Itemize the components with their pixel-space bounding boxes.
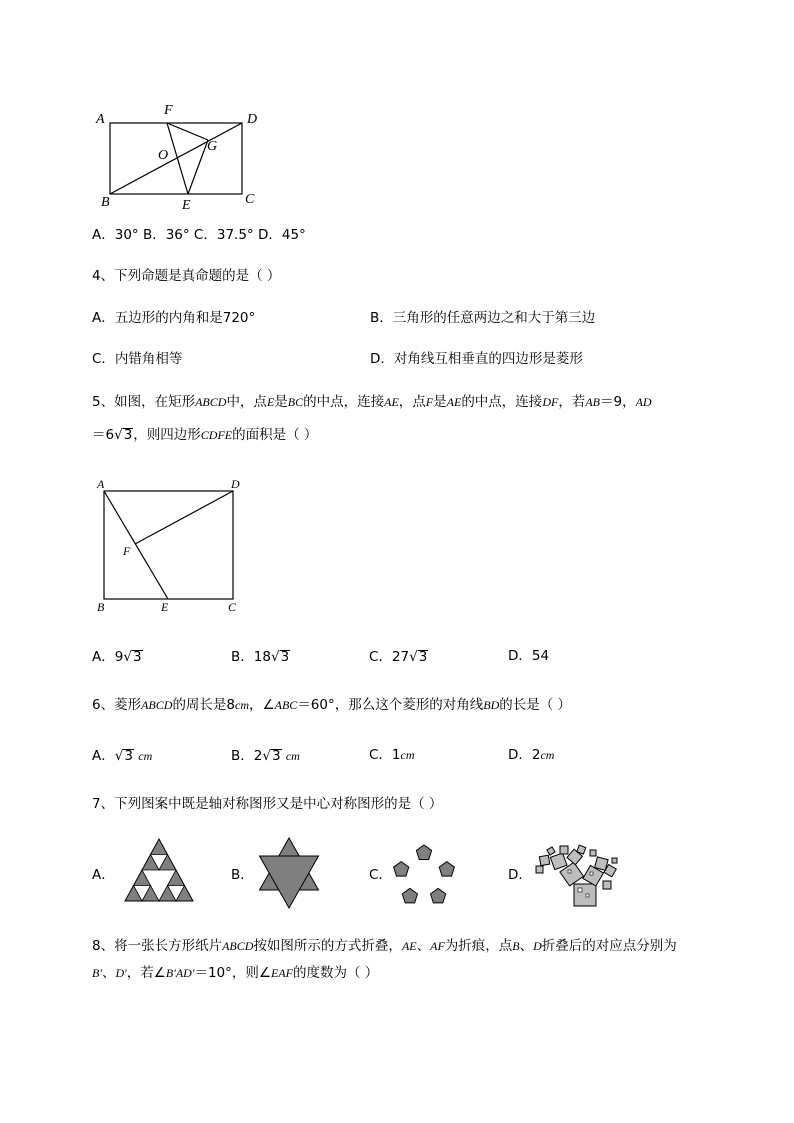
label-b: B [101,195,110,210]
q4-stem: 4、下列命题是真命题的是（ ） [92,268,281,284]
q5-stem-line2: ＝6√3，则四边形CDFE的面积是（ ） [92,427,318,443]
label-e: E [161,600,169,614]
q6-option-c: C．1cm [369,747,415,763]
label-c: C [228,600,237,614]
label-a: A [97,477,105,491]
q6-option-d: D．2cm [508,747,555,763]
label-f: F [164,103,173,118]
q3-options: A．30° B．36° C．37.5° D．45° [92,227,306,243]
label-f: F [123,544,131,558]
q4-option-b: B．三角形的任意两边之和大于第三边 [370,310,596,326]
label-o: O [158,148,169,163]
label-a: A [96,112,105,127]
label-b: B [97,600,105,614]
q6-option-b: B．2√3 cm [231,748,300,764]
q4-option-c: C．内错角相等 [92,351,183,367]
q5-stem-line1: 5、如图，在矩形ABCD中，点E是BC的中点，连接AE，点F是AE的中点，连接DF，若AB＝9，AD [92,394,652,410]
q5-option-c: C．27√3 [369,649,428,665]
q7-stem: 7、下列图案中既是轴对称图形又是中心对称图形的是（ ） [92,796,443,812]
q7-option-c-label: C． [369,867,392,883]
q6-option-a: A．√3 cm [92,748,153,764]
label-c: C [245,192,255,207]
q8-stem-line2: B′、D′，若∠B′AD′＝10°，则∠EAF的度数为（ ） [92,965,379,981]
q8-stem-line1: 8、将一张长方形纸片ABCD按如图所示的方式折叠，AE、AF为折痕，点B、D折叠后的对应点分别为 [92,938,677,954]
label-d: D [231,477,240,491]
q6-stem: 6、菱形ABCD的周长是8cm，∠ABC＝60°，那么这个菱形的对角线BD的长是（ ） [92,697,572,713]
q4-option-a: A．五边形的内角和是720° [92,310,256,326]
q7-option-d-label: D． [508,867,532,883]
q4-option-d: D．对角线互相垂直的四边形是菱形 [370,351,583,367]
q5-option-a: A．9√3 [92,649,142,665]
label-d: D [247,112,258,127]
q7-option-a-label: A． [92,867,115,883]
label-g: G [207,139,218,154]
q5-option-b: B．18√3 [231,649,290,665]
q7-option-b-label: B． [231,867,254,883]
q5-option-d: D．54 [508,648,550,664]
label-e: E [182,198,191,213]
